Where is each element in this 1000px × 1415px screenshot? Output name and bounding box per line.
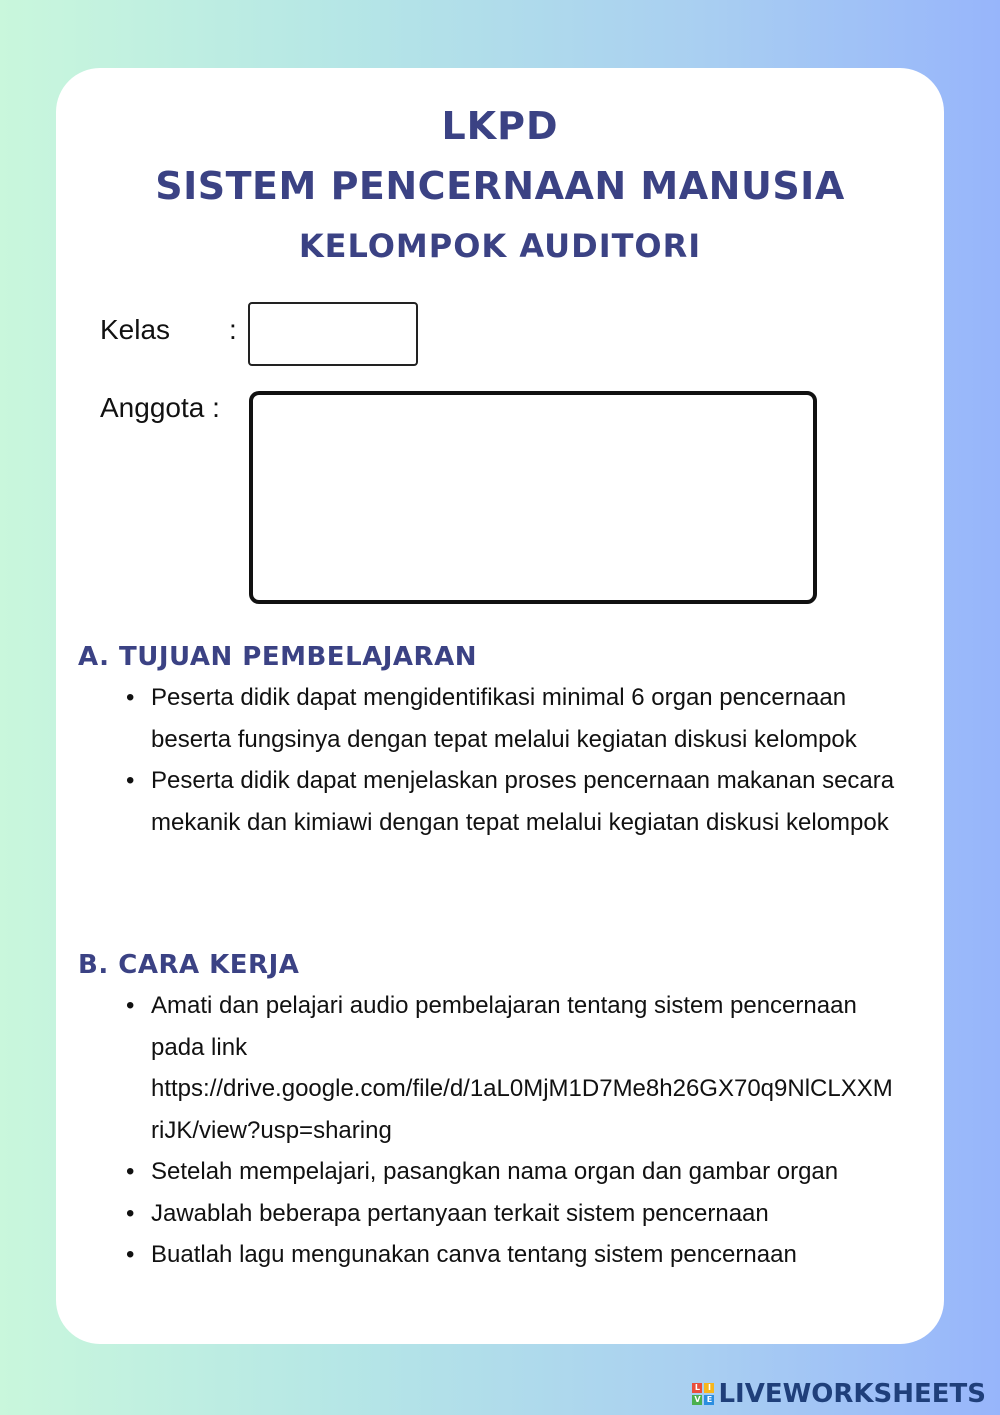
page-subtitle: SISTEM PENCERNAAN MANUSIA	[155, 164, 845, 208]
liveworksheets-logo-icon: L I V E	[692, 1383, 714, 1405]
list-item-text: Amati dan pelajari audio pembelajaran tentang sistem pencernaan pada link	[151, 992, 857, 1061]
kelas-input[interactable]	[248, 302, 418, 366]
worksheet-header	[0, 98, 1000, 274]
list-item: • Peserta didik dapat menjelaskan proses pencernaan makanan secara mekanik dan kimiawi dengan tepat melalui kegiatan diskusi kelompok	[126, 760, 896, 843]
audio-link[interactable]: https://drive.google.com/file/d/1aL0MjM1D7Me8h26GX70q9NlCLXXMriJK/view?usp=sharing	[151, 1075, 893, 1144]
section-a-list	[126, 677, 896, 843]
watermark-text: LIVEWORKSHEETS	[718, 1379, 986, 1409]
group-name: KELOMPOK AUDITORI	[298, 227, 702, 265]
section-a-title: A. TUJUAN PEMBELAJARAN	[78, 642, 477, 672]
kelas-colon: :	[229, 314, 237, 345]
list-item: • Jawablah beberapa pertanyaan terkait sistem pencernaan	[126, 1193, 896, 1235]
section-b-list	[126, 985, 896, 1276]
list-item: • Peserta didik dapat mengidentifikasi minimal 6 organ pencernaan beserta fungsinya dengan tepat melalui kegiatan diskusi kelompok	[126, 677, 896, 760]
anggota-input[interactable]	[249, 391, 817, 604]
list-item: • Setelah mempelajari, pasangkan nama organ dan gambar organ	[126, 1151, 896, 1193]
list-item: • Buatlah lagu mengunakan canva tentang sistem pencernaan	[126, 1234, 896, 1276]
page-title: LKPD	[441, 104, 559, 148]
section-b-title: B. CARA KERJA	[78, 950, 300, 980]
anggota-label: Anggota :	[100, 392, 220, 423]
liveworksheets-watermark	[692, 1379, 986, 1409]
kelas-label: Kelas	[100, 314, 171, 345]
list-item	[126, 985, 896, 1151]
